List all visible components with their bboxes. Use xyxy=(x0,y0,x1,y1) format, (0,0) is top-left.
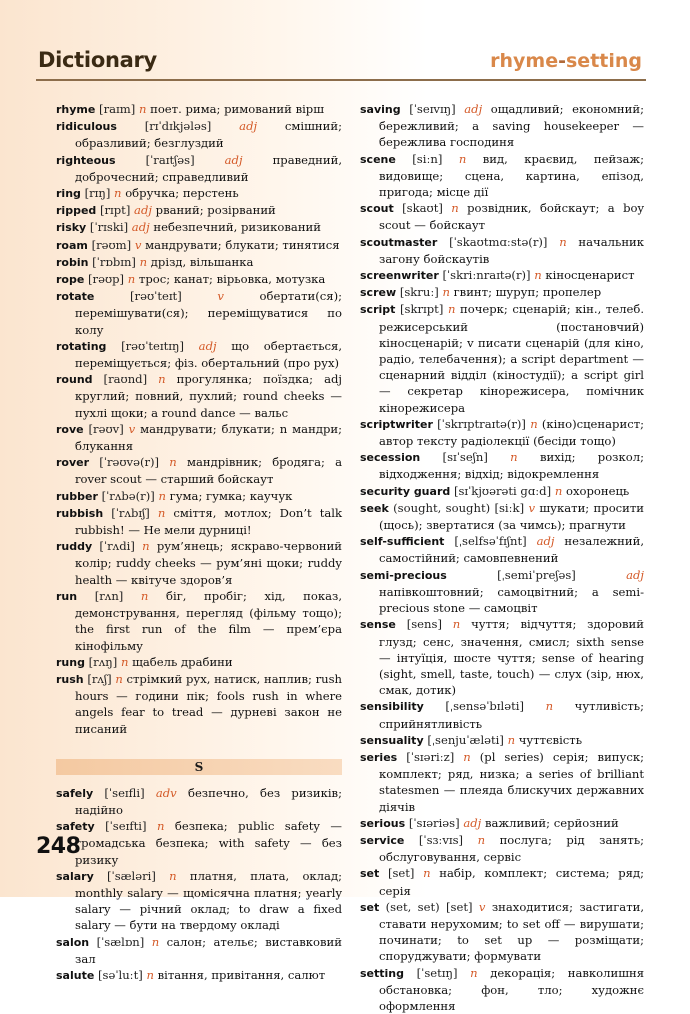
part-of-speech: n xyxy=(120,654,129,669)
part-of-speech: n xyxy=(447,302,456,317)
pronunciation: [ˌsenjuˈæləti] xyxy=(427,732,504,747)
headword: scoutmaster xyxy=(360,235,438,249)
definition: розвідник, бойскаут; a boy scout — бойскаут xyxy=(379,201,645,233)
pronunciation: [raʊnd] xyxy=(103,372,148,387)
pronunciation: (sought, sought) [siːk] xyxy=(393,500,525,515)
page-title: Dictionary xyxy=(38,48,157,72)
definition: кіносценарист xyxy=(545,268,635,283)
pronunciation: [ˈrʌbə(r)] xyxy=(101,488,155,503)
definition: напівкоштовний; самоцвітний; a semi-precious stone — самоцвіт xyxy=(379,584,644,616)
topic-dash: - xyxy=(558,50,566,72)
pronunciation: [ˈseɪfli] xyxy=(104,785,145,800)
headword: righteous xyxy=(56,153,116,167)
part-of-speech: n xyxy=(442,285,450,300)
headword: semi-precious xyxy=(360,568,447,582)
headword: rubbish xyxy=(56,506,104,520)
headword: rhyme xyxy=(56,103,96,116)
dictionary-entry xyxy=(360,416,644,449)
right-column xyxy=(360,101,644,1014)
dictionary-entry xyxy=(56,538,342,588)
definition: незалежний, самостійний; самовпевнений xyxy=(379,534,645,566)
definition: почерк; сценарій; кін., телеб. режисерський (постановчий) кіносценарій; v писати сценарій (для кіно, радіо, телебачення); a script department — сценарний відділ (кіностудії); a script girl — секретар кінорежисера, помічник кінорежисера xyxy=(379,302,645,415)
dictionary-entry xyxy=(360,500,644,533)
definition: стрімкий рух, натиск, наплив; rush hours — години пік; fools rush in where angels fear to tread — дурневі закон не писаний xyxy=(75,671,343,736)
part-of-speech: n xyxy=(423,866,431,881)
dictionary-entry xyxy=(360,483,644,500)
dictionary-entry xyxy=(360,965,644,1014)
definition: чуттєвість xyxy=(518,732,583,747)
definition: обручка; перстень xyxy=(125,186,239,201)
definition: небезпечний, ризикований xyxy=(153,220,322,235)
definition: вид, краєвид, пейзаж; видовище; сцена, картина, епізод, пригода; місце дії xyxy=(379,151,644,200)
headword: saving xyxy=(360,103,401,116)
part-of-speech: n xyxy=(169,455,177,470)
header-divider xyxy=(36,79,646,81)
part-of-speech: n xyxy=(138,102,147,116)
definition: декорація; навколишня обстановка; фон, тло; художнє оформлення xyxy=(379,965,645,1013)
dictionary-entry xyxy=(360,533,644,566)
part-of-speech: n xyxy=(470,965,478,980)
part-of-speech: n xyxy=(139,254,148,269)
definition: біг, пробіг; хід, показ, демонстрування, перегляд (фільму тощо); the first run of the film — прем’єра кінофільму xyxy=(75,588,343,653)
definition: смішний; образливий; безглуздий xyxy=(75,119,342,151)
part-of-speech: adv xyxy=(155,785,177,800)
part-of-speech: n xyxy=(463,749,471,764)
headword: ridiculous xyxy=(56,120,117,134)
definition: мандрівник; бродяга; a rover scout — старший бойскаут xyxy=(75,455,343,487)
section-divider xyxy=(56,759,342,775)
part-of-speech: n xyxy=(169,868,177,883)
pronunciation: [ˈsɪəriəs] xyxy=(408,815,460,830)
pronunciation: [səˈluːt] xyxy=(97,967,143,982)
part-of-speech: v xyxy=(217,289,224,304)
definition: платня, плата, оклад; monthly salary — щомісячна платня; yearly salary — річний оклад; to draw a fixed salary — бути на твердому окладі xyxy=(75,868,343,933)
pronunciation: [ˈskriːnraɪtə(r)] xyxy=(442,268,531,283)
headword: rove xyxy=(56,422,84,436)
dictionary-entry xyxy=(360,865,644,898)
dictionary-entry xyxy=(56,271,342,288)
definition: вихід; розкол; відходження; відхід; відокремлення xyxy=(379,450,644,482)
headword: ring xyxy=(56,187,81,201)
definition: мандрувати; блукати; тинятися xyxy=(145,237,340,252)
pronunciation: [ˈseɪvɪŋ] xyxy=(409,102,456,116)
dictionary-entry xyxy=(56,454,342,487)
definition: гвинт; шуруп; пропелер xyxy=(453,285,602,300)
definition: дрізд, вільшанка xyxy=(150,254,254,269)
part-of-speech: n xyxy=(507,732,516,747)
pronunciation: [ˈrəʊvə(r)] xyxy=(99,455,160,470)
section-letter: S xyxy=(194,759,204,774)
dictionary-entry xyxy=(56,868,342,934)
part-of-speech: adj xyxy=(463,815,482,830)
headword: risky xyxy=(56,221,87,235)
dictionary-entry xyxy=(360,749,644,815)
entries-r xyxy=(56,101,342,737)
headword: salon xyxy=(56,935,90,949)
dictionary-entry xyxy=(360,301,644,415)
pronunciation: [sens] xyxy=(406,617,442,632)
definition: сміття, мотлох; Don’t talk rubbish! — Не мели дурниці! xyxy=(75,505,343,538)
pronunciation: [rəʊm] xyxy=(91,237,132,252)
pronunciation: [ˈrɒbɪn] xyxy=(92,254,136,269)
pronunciation: [ˈraɪtʃəs] xyxy=(145,152,195,167)
definition: поет. рима; римований вірш xyxy=(150,102,325,116)
headword: ruddy xyxy=(56,540,93,554)
headword: rotate xyxy=(56,290,95,304)
pronunciation: [ˈskrɪptraɪtə(r)] xyxy=(437,416,526,431)
dictionary-entry xyxy=(360,698,644,731)
dictionary-entry xyxy=(56,671,342,737)
part-of-speech: adj xyxy=(224,152,243,167)
part-of-speech: n xyxy=(115,671,123,686)
pronunciation: [rʌŋ] xyxy=(88,654,118,669)
headword: serious xyxy=(360,816,406,830)
headword: rover xyxy=(56,456,90,470)
pronunciation: [ˈseɪfti] xyxy=(105,819,147,834)
dictionary-entry xyxy=(360,815,644,832)
pronunciation: [ˈsɜːvɪs] xyxy=(418,832,464,847)
pronunciation: [raɪm] xyxy=(99,102,136,116)
pronunciation: [ˈsæləri] xyxy=(107,868,156,883)
definition: салон; ательє; виставковий зал xyxy=(75,934,343,966)
topic-last-word: setting xyxy=(566,50,642,72)
dictionary-entry xyxy=(56,237,342,254)
pronunciation: [rʌʃ] xyxy=(87,671,112,686)
headword: set xyxy=(360,900,380,914)
pronunciation: [rəʊˈteɪt] xyxy=(130,289,182,304)
definition: чутливість; сприйнятливість xyxy=(379,699,645,731)
dictionary-entry xyxy=(360,832,644,865)
entries-right xyxy=(360,101,644,1014)
definition: гума; гумка; каучук xyxy=(169,488,293,503)
part-of-speech: n xyxy=(151,934,160,949)
pronunciation: (set, set) [set] xyxy=(385,899,473,914)
dictionary-entry xyxy=(56,254,342,271)
page-topic-range xyxy=(490,50,642,72)
pronunciation: [skruː] xyxy=(399,285,439,300)
headword: ripped xyxy=(56,204,97,218)
dictionary-entry xyxy=(56,118,342,151)
pronunciation: [rəʊˈteɪtɪŋ] xyxy=(121,338,184,353)
headword: rotating xyxy=(56,339,107,353)
pronunciation: [rɪŋ] xyxy=(84,186,111,201)
headword: screw xyxy=(360,286,397,300)
headword: scene xyxy=(360,152,396,166)
headword: sensibility xyxy=(360,700,424,714)
headword: sensuality xyxy=(360,733,424,747)
definition: (pl series) серія; випуск; комплект; ряд, низка; a series of brilliant statesmen — плеяда блискучих державних діячів xyxy=(379,749,644,814)
definition: щабель драбини xyxy=(132,654,233,669)
part-of-speech: n xyxy=(534,268,542,283)
definition: безпечно, без ризиків; надійно xyxy=(75,785,342,817)
dictionary-entry xyxy=(360,267,644,284)
dictionary-entry xyxy=(360,567,644,617)
definition: вітання, привітання, салют xyxy=(157,967,326,982)
part-of-speech: n xyxy=(158,488,166,503)
pronunciation: [ˈsɪəriːz] xyxy=(406,749,455,764)
part-of-speech: n xyxy=(458,151,467,166)
definition: безпека; public safety — громадська безпека; with safety — без ризику xyxy=(75,819,343,867)
definition: (кіно)сценарист; автор тексту радіолекції (бесіди тощо) xyxy=(379,416,645,449)
part-of-speech: n xyxy=(127,272,136,287)
part-of-speech: n xyxy=(510,450,518,465)
part-of-speech: n xyxy=(530,416,538,431)
definition: чуття; відчуття; здоровий глузд; сенс, значення, смисл; sixth sense — інтуїція, шосте чуття; sense of hearing (sight, smell, taste, touch) — слух (зір, нюх, смак, дотик) xyxy=(379,617,645,698)
dictionary-entry xyxy=(360,899,644,965)
headword: seek xyxy=(360,501,389,515)
dictionary-entry xyxy=(360,200,644,233)
pronunciation: [ˌsensəˈbɪləti] xyxy=(445,699,524,714)
headword: rope xyxy=(56,273,85,287)
topic-first-word: rhyme xyxy=(490,50,559,72)
part-of-speech: n xyxy=(452,617,461,632)
definition: охоронець xyxy=(565,483,630,498)
part-of-speech: n xyxy=(156,819,165,834)
definition: набір, комплект; система; ряд; серія xyxy=(379,866,645,898)
part-of-speech: n xyxy=(158,372,166,387)
headword: rung xyxy=(56,655,85,669)
headword: roam xyxy=(56,238,88,252)
pronunciation: [skrɪpt] xyxy=(400,302,444,317)
pronunciation: [ˈrʌdi] xyxy=(99,539,135,554)
dictionary-entry xyxy=(360,449,644,482)
part-of-speech: adj xyxy=(198,338,217,353)
part-of-speech: n xyxy=(146,967,154,982)
headword: script xyxy=(360,303,396,317)
dictionary-entry xyxy=(360,616,644,698)
dictionary-entry xyxy=(56,185,342,202)
part-of-speech: n xyxy=(142,539,150,554)
headword: safely xyxy=(56,786,94,800)
pronunciation: [rəʊv] xyxy=(88,421,124,436)
headword: salary xyxy=(56,869,94,883)
headword: rush xyxy=(56,672,84,686)
dictionary-entry xyxy=(360,732,644,749)
part-of-speech: n xyxy=(114,186,122,201)
definition: трос; канат; вірьовка, мотузка xyxy=(138,272,326,287)
page-number: 248 xyxy=(36,834,81,859)
part-of-speech: adj xyxy=(134,203,152,218)
headword: setting xyxy=(360,966,404,980)
headword: self-sufficient xyxy=(360,535,445,549)
definition: праведний, доброчесний; справедливий xyxy=(75,152,343,184)
definition: що обертається, переміщується; фіз. обертальний (про рух) xyxy=(75,338,343,371)
pronunciation: [ˈrʌbɪʃ] xyxy=(111,505,150,520)
headword: scout xyxy=(360,202,394,216)
headword: screenwriter xyxy=(360,269,439,283)
headword: service xyxy=(360,833,405,847)
part-of-speech: v xyxy=(478,899,486,914)
dictionary-entry xyxy=(56,288,342,338)
dictionary-entry xyxy=(56,421,342,454)
part-of-speech: adj xyxy=(464,102,483,116)
dictionary-entry xyxy=(56,202,342,219)
part-of-speech: n xyxy=(545,699,554,714)
definition: начальник загону бойскаутів xyxy=(379,234,645,266)
part-of-speech: n xyxy=(477,832,486,847)
pronunciation: [sɪˈseʃn] xyxy=(442,450,488,465)
dictionary-entry xyxy=(56,967,342,984)
definition: прогулянка; поїздка; adj круглий; повний, пухлий; round cheeks — пухлі щоки; a round dance — вальс xyxy=(75,372,343,420)
entries-s xyxy=(56,785,342,984)
pronunciation: [set] xyxy=(387,866,415,881)
dictionary-entry xyxy=(360,284,644,301)
headword: scriptwriter xyxy=(360,417,433,431)
dictionary-entry xyxy=(360,234,644,267)
part-of-speech: adj xyxy=(131,220,150,235)
pronunciation: [rɪˈdɪkjələs] xyxy=(144,119,212,134)
dictionary-entry xyxy=(360,151,644,201)
definition: послуга; рід занять; обслуговування, сервіс xyxy=(379,832,645,865)
dictionary-entry xyxy=(56,654,342,671)
definition: обертати(ся); перемішувати(ся); переміщуватися по колу xyxy=(75,289,343,337)
headword: security guard xyxy=(360,484,451,498)
pronunciation: [sɪˈkjʊərəti ɡɑːd] xyxy=(453,483,552,498)
pronunciation: [ˈsælɒn] xyxy=(96,934,145,949)
pronunciation: [rʌn] xyxy=(94,588,124,603)
part-of-speech: adj xyxy=(536,534,555,549)
pronunciation: [siːn] xyxy=(412,151,443,166)
dictionary-entry xyxy=(56,934,342,967)
pronunciation: [rəʊp] xyxy=(88,272,125,287)
definition: ощадливий; економний; бережливий; a saving housekeeper — бережлива господиня xyxy=(379,102,644,150)
definition: знаходитися; застигати, ставати нерухомим; to set off — вирушати; починати; to set up — розміщати; споруджувати; формувати xyxy=(379,899,645,964)
part-of-speech: n xyxy=(157,505,166,520)
headword: sense xyxy=(360,618,396,632)
pronunciation: [ˈrɪski] xyxy=(89,220,129,235)
part-of-speech: adj xyxy=(239,119,258,134)
headword: series xyxy=(360,750,398,764)
pronunciation: [skaʊt] xyxy=(402,201,443,216)
dictionary-entry xyxy=(56,488,342,505)
headword: safety xyxy=(56,820,95,834)
pronunciation: [ˈsetɪŋ] xyxy=(416,965,458,980)
part-of-speech: n xyxy=(554,483,563,498)
part-of-speech: v xyxy=(528,500,536,515)
part-of-speech: n xyxy=(140,588,149,603)
dictionary-entry xyxy=(56,785,342,818)
definition: важливий; серйозний xyxy=(484,815,619,830)
pronunciation: [ˈskaʊtmɑːstə(r)] xyxy=(449,234,548,249)
pronunciation: [rɪpt] xyxy=(99,203,131,218)
part-of-speech: n xyxy=(451,201,459,216)
definition: рум’янець; яскраво-червоний колір; ruddy cheeks — рум’яні щоки; ruddy health — квітуче здоров’я xyxy=(75,539,343,587)
pronunciation: [ˌselfsəˈfɪʃnt] xyxy=(454,534,527,549)
headword: round xyxy=(56,373,93,387)
part-of-speech: v xyxy=(128,421,136,436)
dictionary-entry xyxy=(56,219,342,236)
dictionary-entry xyxy=(56,338,342,371)
definition: мандрувати; блукати; n мандри; блукання xyxy=(75,421,343,454)
dictionary-entry xyxy=(360,101,644,151)
dictionary-entry xyxy=(56,588,342,654)
dictionary-entry xyxy=(56,152,342,185)
part-of-speech: n xyxy=(559,234,567,249)
dictionary-entry xyxy=(56,505,342,538)
left-column xyxy=(56,101,342,984)
pronunciation: [ˌsemiˈpreʃəs] xyxy=(497,567,576,582)
headword: rubber xyxy=(56,489,98,503)
headword: robin xyxy=(56,255,89,269)
dictionary-entry xyxy=(56,101,342,118)
headword: secession xyxy=(360,451,421,465)
headword: salute xyxy=(56,968,95,982)
part-of-speech: v xyxy=(134,237,142,252)
definition: шукати; просити (щось); звертатися (за чимсь); прагнути xyxy=(379,500,645,533)
dictionary-entry xyxy=(56,818,342,868)
definition: рваний; розірваний xyxy=(155,203,276,218)
part-of-speech: adj xyxy=(626,567,645,582)
headword: set xyxy=(360,867,380,881)
dictionary-entry xyxy=(56,371,342,421)
headword: run xyxy=(56,589,78,603)
